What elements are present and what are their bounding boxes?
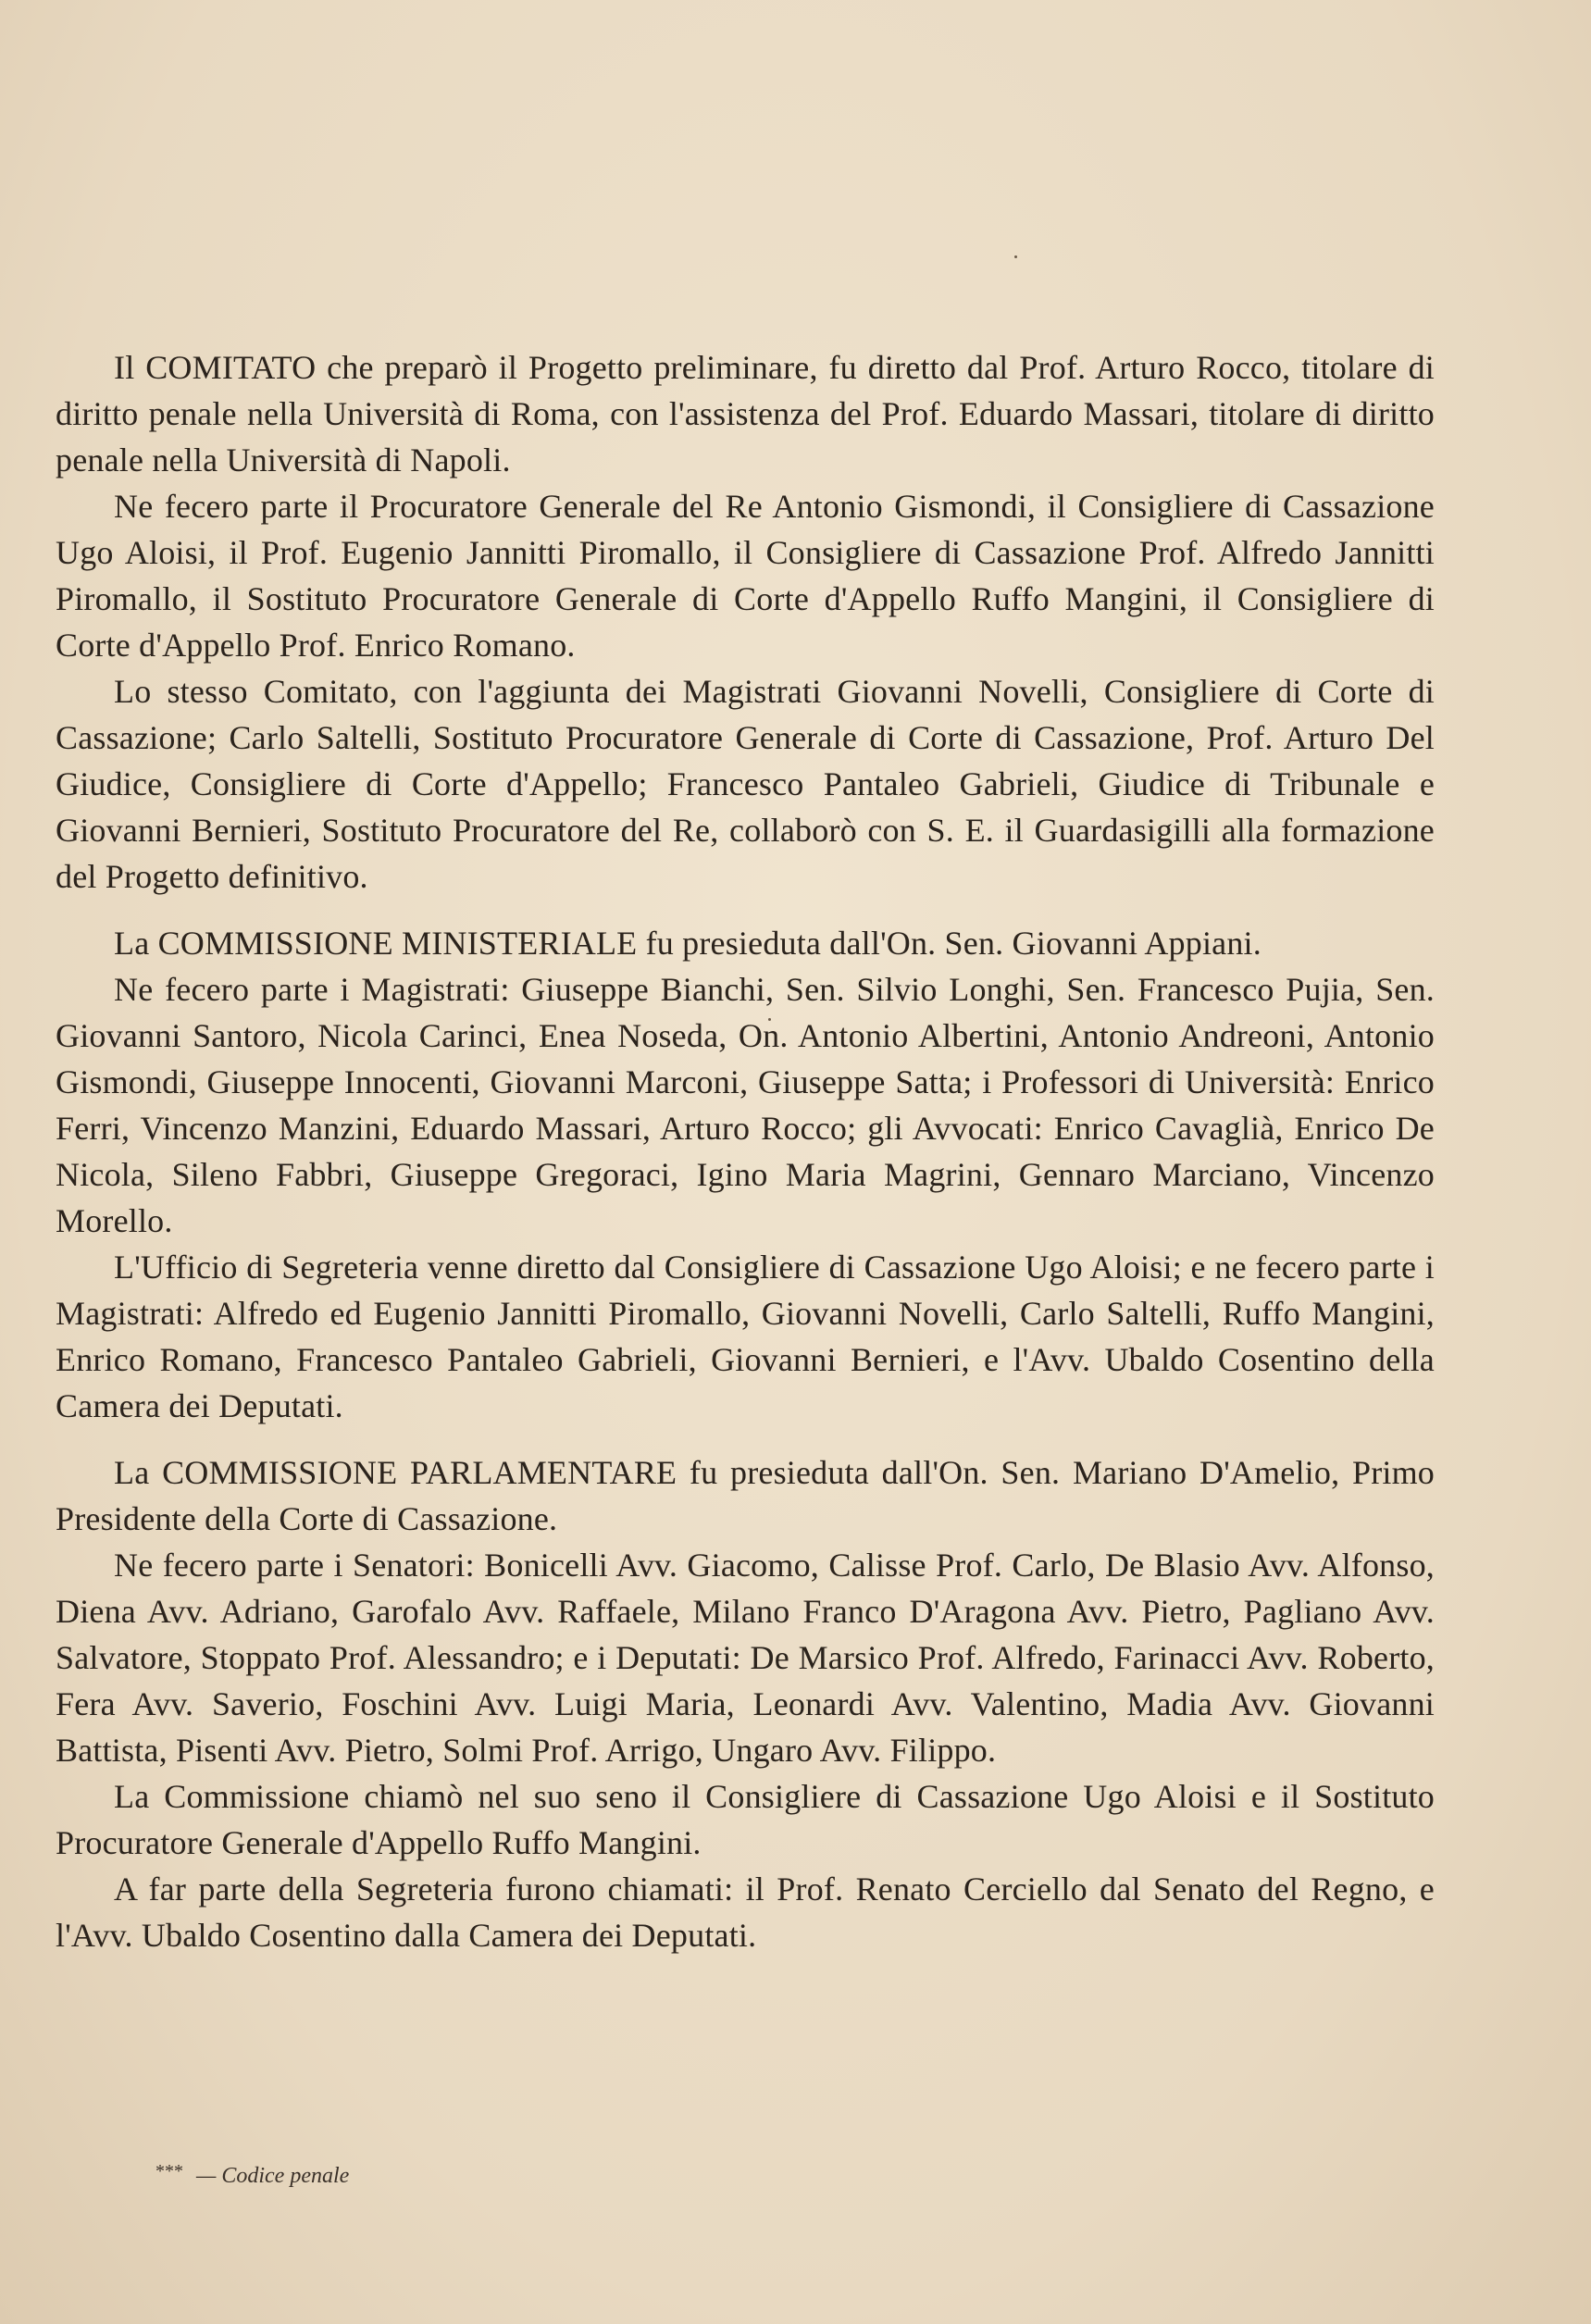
paragraph: La Commissione chiamò nel suo seno il Consigliere di Cassazione Ugo Aloisi e il Sostituto Procuratore Generale d'Appello Ruffo Mangini.	[56, 1778, 1435, 1861]
paragraph: La COMMISSIONE PARLAMENTARE fu presieduta dall'On. Sen. Mariano D'Amelio, Primo Presidente della Corte di Cassazione.	[56, 1454, 1435, 1537]
commissione-parlamentare-section	[56, 1449, 1435, 1958]
commissione-ministeriale-section	[56, 920, 1435, 1429]
paragraph: Ne fecero parte i Senatori: Bonicelli Avv. Giacomo, Calisse Prof. Carlo, De Blasio Avv. Alfonso, Diena Avv. Adriano, Garofalo Avv. Raffaele, Milano Franco D'Aragona Avv. Pietro, Pagliano Avv. Salvatore, Stoppato Prof. Alessandro; e i Deputati: De Marsico Prof. Alfredo, Farinacci Avv. Roberto, Fera Avv. Saverio, Foschini Avv. Luigi Maria, Leonardi Avv. Valentino, Madia Avv. Giovanni Battista, Pisenti Avv. Pietro, Solmi Prof. Arrigo, Ungaro Avv. Filippo.	[56, 1547, 1435, 1769]
paragraph: L'Ufficio di Segreteria venne diretto dal Consigliere di Cassazione Ugo Aloisi; e ne fecero parte i Magistrati: Alfredo ed Eugenio Jannitti Piromallo, Giovanni Novelli, Carlo Saltelli, Ruffo Mangini, Enrico Romano, Francesco Pantaleo Gabrieli, Giovanni Bernieri, e l'Avv. Ubaldo Cosentino della Camera dei Deputati.	[56, 1249, 1435, 1424]
paragraph: Ne fecero parte il Procuratore Generale del Re Antonio Gismondi, il Consigliere di Cassazione Ugo Aloisi, il Prof. Eugenio Jannitti Piromallo, il Consigliere di Cassazione Prof. Alfredo Jannitti Piromallo, il Sostituto Procuratore Generale di Corte d'Appello Ruffo Mangini, il Consigliere di Corte d'Appello Prof. Enrico Romano.	[56, 488, 1435, 664]
paragraph: Il COMITATO che preparò il Progetto preliminare, fu diretto dal Prof. Arturo Rocco, titolare di diritto penale nella Università di Roma, con l'assistenza del Prof. Eduardo Massari, titolare di diritto penale nella Università di Napoli.	[56, 349, 1435, 478]
footer-marks: ***	[155, 2161, 183, 2181]
speck	[1014, 255, 1017, 258]
paragraph: Ne fecero parte i Magistrati: Giuseppe Bianchi, Sen. Silvio Longhi, Sen. Francesco Pujia, Sen. Giovanni Santoro, Nicola Carinci, Enea Noseda, On. Antonio Albertini, Antonio Andreoni, Antonio Gismondi, Giuseppe Innocenti, Giovanni Marconi, Giuseppe Satta; i Professori di Università: Enrico Ferri, Vincenzo Manzini, Eduardo Massari, Arturo Rocco; gli Avvocati: Enrico Cavaglià, Enrico De Nicola, Sileno Fabbri, Giuseppe Gregoraci, Igino Maria Magrini, Gennaro Marciano, Vincenzo Morello.	[56, 971, 1435, 1239]
paragraph: A far parte della Segreteria furono chiamati: il Prof. Renato Cerciello dal Senato del Regno, e l'Avv. Ubaldo Cosentino dalla Camera dei Deputati.	[56, 1870, 1435, 1954]
page-footer	[155, 2161, 349, 2189]
comitato-section	[56, 344, 1435, 900]
footer-title: — Codice penale	[196, 2164, 350, 2188]
paragraph: La COMMISSIONE MINISTERIALE fu presieduta dall'On. Sen. Giovanni Appiani.	[114, 925, 1262, 962]
document-body	[56, 344, 1435, 1958]
paragraph: Lo stesso Comitato, con l'aggiunta dei Magistrati Giovanni Novelli, Consigliere di Corte di Cassazione; Carlo Saltelli, Sostituto Procuratore Generale di Corte di Cassazione, Prof. Arturo Del Giudice, Consigliere di Corte d'Appello; Francesco Pantaleo Gabrieli, Giudice di Tribunale e Giovanni Bernieri, Sostituto Procuratore del Re, collaborò con S. E. il Guardasigilli alla formazione del Progetto definitivo.	[56, 673, 1435, 895]
